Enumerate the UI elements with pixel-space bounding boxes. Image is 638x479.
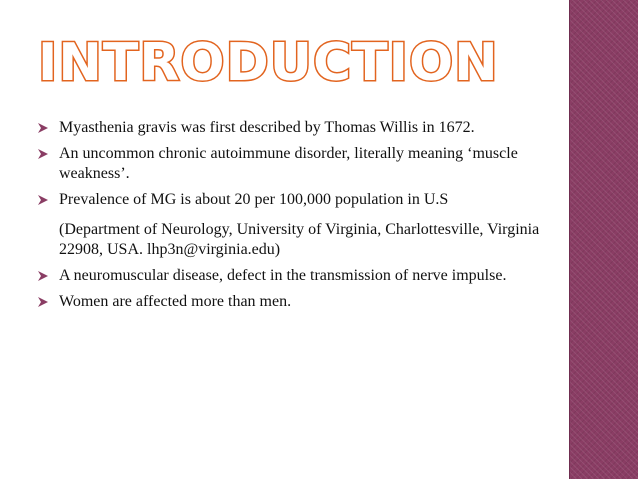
list-item bbox=[37, 144, 552, 184]
arrowhead-bullet-icon bbox=[37, 270, 49, 282]
bullet-list bbox=[37, 118, 552, 318]
bullet-text: Myasthenia gravis was first described by Thomas Willis in 1672. bbox=[59, 119, 475, 136]
list-item bbox=[37, 266, 552, 286]
title-graphic bbox=[34, 24, 554, 94]
bullet-text: A neuromuscular disease, defect in the transmission of nerve impulse. bbox=[59, 267, 507, 284]
arrowhead-bullet-icon bbox=[37, 296, 49, 308]
bullet-text: An uncommon chronic autoimmune disorder, literally meaning ‘muscle weakness’. bbox=[59, 145, 518, 182]
slide-title: INTRODUCTION bbox=[38, 33, 499, 93]
decorative-side-band bbox=[569, 0, 638, 479]
citation-text: (Department of Neurology, University of Virginia, Charlottesville, Virginia 22908, USA. lhp3n@virginia.edu) bbox=[59, 221, 540, 258]
bullet-text: Women are affected more than men. bbox=[59, 293, 292, 310]
arrowhead-bullet-icon bbox=[37, 122, 49, 134]
list-item bbox=[37, 118, 552, 138]
bullet-text: Prevalence of MG is about 20 per 100,000 population in U.S bbox=[59, 191, 449, 208]
title-container bbox=[34, 24, 554, 94]
arrowhead-bullet-icon bbox=[37, 194, 49, 206]
citation-note bbox=[37, 220, 552, 260]
list-item bbox=[37, 292, 552, 312]
list-item bbox=[37, 190, 552, 210]
arrowhead-bullet-icon bbox=[37, 148, 49, 160]
